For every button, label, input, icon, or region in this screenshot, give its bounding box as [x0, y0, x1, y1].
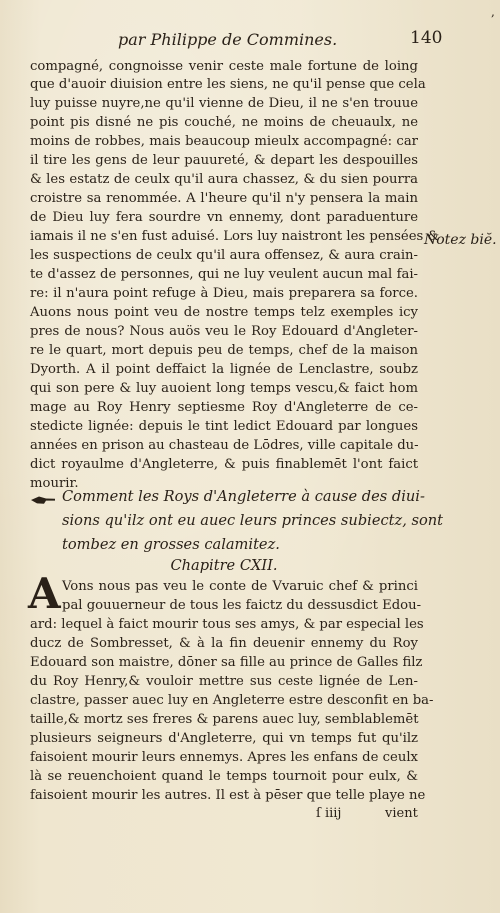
text-line: & les estatz de ceulx qu'il aura chassez, & du sien pourra [30, 172, 418, 187]
text-line: te d'assez de personnes, qui ne luy veulent aucun mal fai- [30, 267, 418, 282]
text-line: plusieurs seigneurs d'Angleterre, qui vn temps fut qu'ilz [30, 731, 418, 746]
text-line: années en prison au chasteau de Lōdres, ville capitale du- [30, 438, 419, 453]
text-line: Edouard son maistre, dōner sa fille au prince de Galles filz [30, 655, 423, 670]
drop-cap: A [28, 569, 61, 618]
chapter-heading-line: tombez en grosses calamitez. [62, 536, 280, 553]
text-line: luy puisse nuyre,ne qu'il vienne de Dieu, il ne s'en trouue [30, 96, 418, 111]
running-title: par Philippe de Commines. [118, 30, 338, 49]
text-line: re le quart, mort depuis peu de temps, chef de la maison [30, 343, 418, 358]
chapter-heading-line: sions qu'ilz ont eu auec leurs princes subiectz, sont [62, 512, 444, 529]
text-line: clastre, passer auec luy en Angleterre estre desconfit en ba- [30, 693, 434, 708]
text-line: taille,& mortz ses freres & parens auec luy, semblablemēt [30, 712, 419, 727]
text-line: faisoient mourir les autres. Il est à pēser que telle playe ne [30, 788, 426, 803]
signature-mark: ſ iiij [316, 806, 342, 821]
text-line: moins de robbes, mais beaucoup mieulx accompagné: car [30, 134, 418, 149]
text-line: iamais il ne s'en fust aduisé. Lors luy naistront les pensées & [30, 229, 440, 244]
text-line: compagné, congnoisse venir ceste male fortune de loing [30, 59, 418, 74]
text-line: que d'auoir diuision entre les siens, ne qu'il pense que cela [30, 77, 426, 92]
text-line: Dyorth. A il point deffaict la lignée de Lenclastre, soubz [30, 362, 418, 377]
text-line: mage au Roy Henry septiesme Roy d'Angleterre de ce- [30, 400, 418, 415]
text-line: ducz de Sombresset, & à la fin deuenir ennemy du Roy [30, 636, 418, 651]
text-line: stedicte lignée: depuis le tint ledict Edouard par longues [30, 419, 418, 434]
text-line: là se reuenchoient quand le temps tournoit pour eulx, & [30, 769, 418, 784]
text-line: ard: lequel à faict mourir tous ses amys, & par especial les [30, 617, 424, 632]
text-line: les suspections de ceulx qu'il aura offensez, & aura crain- [30, 248, 418, 263]
text-line: croistre sa renommée. A l'heure qu'il n'y pensera la main [30, 191, 418, 206]
text-line: dict royaulme d'Angleterre, & puis finablemēt l'ont faict [30, 457, 418, 472]
text-line: du Roy Henry,& vouloir mettre sus ceste lignée de Len- [30, 674, 418, 689]
text-line: point pis disné ne pis couché, ne moins de cheuaulx, ne [30, 115, 418, 130]
text-line: pres de nous? Nous auös veu le Roy Edouard d'Angleter- [30, 324, 418, 339]
chapter-heading-line: Comment les Roys d'Angleterre à cause des diui- [62, 488, 425, 505]
text-line: il tire les gens de leur pauureté, & depart les despouilles [30, 153, 418, 168]
text-line: Auons nous point veu de nostre temps telz exemples icy [30, 305, 418, 320]
text-line: faisoient mourir leurs ennemys. Apres les enfans de ceulx [30, 750, 418, 765]
text-line: de Dieu luy fera sourdre vn ennemy, dont paraduenture [30, 210, 418, 225]
manicule-icon [30, 495, 56, 505]
text-line: re: il n'aura point refuge à Dieu, mais preparera sa force. [30, 286, 418, 301]
text-line: mourir. [30, 476, 79, 491]
text-line: pal gouuerneur de tous les faictz du dessusdict Edou- [62, 598, 422, 613]
text-line: qui son pere & luy auoient long temps vescu,& faict hom [30, 381, 418, 396]
page-edge-mark: , [491, 5, 495, 19]
folio-number: 140 [410, 28, 443, 48]
margin-note: Notez biĕ. [424, 232, 497, 248]
chapter-number: Chapitre CXII. [170, 557, 278, 574]
text-line: Vons nous pas veu le conte de Vvaruic chef & princi [62, 579, 418, 594]
catchword: vient [385, 806, 418, 821]
